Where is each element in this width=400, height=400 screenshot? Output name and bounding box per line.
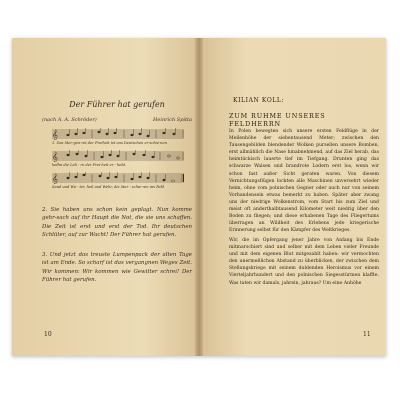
svg-text:𝄞: 𝄞 [52, 152, 58, 162]
body-paragraph-1: In Polen bewegten sich unsere ersten Feldflüge in der Meilenhöhe der siebentausend Meter; zwischen den Tausengebilden blendender Wolken pursellen unsere Bomben, erst allmählich die Nase hinabnehmend, auf das Ziel herab, das heimtückisch lauerte tief im Tiefgang. Drunten ging das schwarze Walsen und brandrote Lodern erst los, wenn wir schon fast außer Sicht geraten waren. Von diesem Vernichtungsflügen lockten alle Maschinen unversehrt wieder heim, ohne vom polnischen Gegner oder auch nur von seinem Vorhandensein etwas bemerkt zu haben. Später aber zwang uns der niedrige Wolkenstrom, vom Start bis zum Ziel und meist oft anderthalbtausend Kilometer weit niedrig über den Boden zu fliegen; und diese erhabenen Tage des Fliegertums überragen an Wildheit des Erlebens jede kriegerische Erinnerung selbst für den Kämpfer des Weltkrieges. [229, 129, 379, 234]
book-gutter [195, 38, 203, 356]
body-paragraph-2: Wir, die im Opfergang jener Jahre von Anfang bis Ende mitmarschiert sind und selber mit dem Leben vieler Freunde und mit dem eigenen Blut mitgezahlt haben: wir vermochten den unermeßlichen Abstand zu überblicken, der zwischen dem Stellungskriege mit seinem duldenden Heroismus vor einem Vierteljahrhundert und den polnischen Siegesstürmen klaffte. Was taten wir damals, jahrein, jahraus? Um eine Anhöhe [229, 238, 379, 286]
music-staff-3 [52, 172, 184, 184]
page-number-left: 10 [44, 331, 52, 338]
staff-notation-1 [52, 128, 184, 140]
author-name: KILIAN KOLL: [233, 97, 285, 104]
staff-notation-2 [52, 150, 184, 162]
composer-credit: Heinrich Spitta [153, 117, 192, 123]
song-title: Der Führer hat gerufen [69, 100, 165, 109]
music-staff-2 [52, 150, 184, 162]
right-page [199, 38, 386, 356]
song-attribution [42, 117, 192, 123]
svg-text:𝄞: 𝄞 [52, 174, 58, 184]
music-staff-1 [52, 128, 184, 140]
page-number-right: 11 [363, 331, 371, 338]
left-page [12, 38, 199, 356]
verse-2: 2. Sie haben uns schon kein geplagt. Nun komme gehr-sach auf ihr Haupt die Not, die sie uns schaffen. Die Zeit ist erst und erst der Tod. Ihr deutschen Schlüter, auf zur Wacht! Der Führer hat gerufen. [42, 207, 192, 239]
lyric-line-2: lodhn die Leh - re der Frei-heit er - hebt. [52, 163, 127, 167]
lyricist-credit: (nach A. A. Schröder) [42, 117, 97, 123]
lyric-line-3: Sand und Wa - ter, heil und Wehr, die Mar - schie-ren ins Feld [52, 185, 165, 189]
chapter-heading: ZUM RUHME UNSERES FELDHERRN [229, 112, 326, 128]
verse-3: 3. Und jetzt das treuste Lumpenpack der alten Tage ist am Ende. So scharf ist das vergangnen Weges Zeit. Wir kommen: Wir kommen wie Gewitter schrei! Der Führer hat gerufen. [42, 252, 192, 284]
lyric-line-1: 1. Das Mor-gen-rot der Freiheit ist uns Deutschen er-schie-nen [52, 141, 167, 145]
staff-notation-3 [52, 172, 184, 184]
svg-text:𝄞: 𝄞 [52, 130, 58, 140]
book-spread [12, 38, 386, 356]
